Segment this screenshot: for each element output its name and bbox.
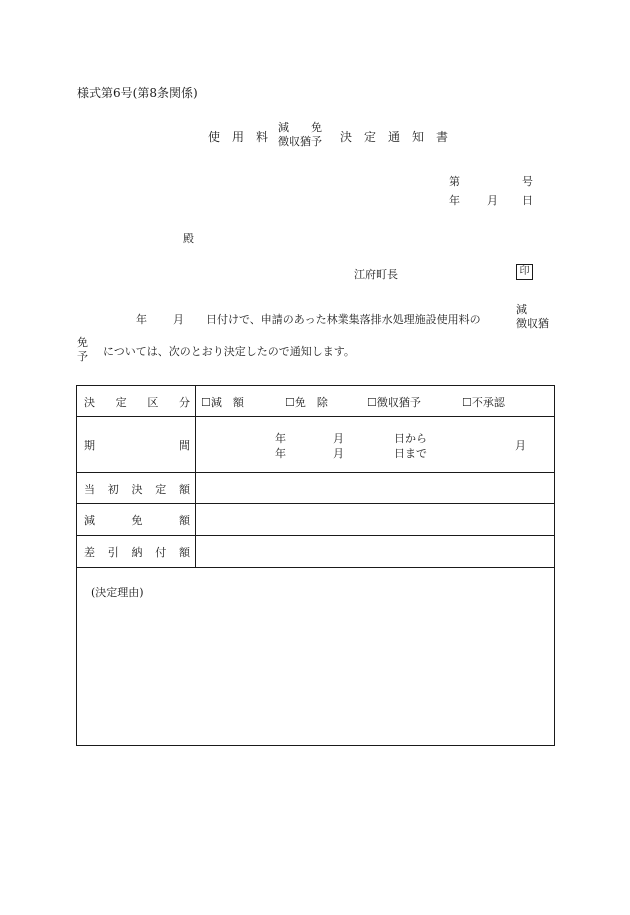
period-end-year: 年 <box>275 447 286 460</box>
option-deferral[interactable]: ☐徴収猶予 <box>367 396 421 409</box>
decision-reason-label: (決定理由) <box>91 586 144 599</box>
period-end-month: 月 <box>333 447 344 460</box>
title-reduction-options <box>278 121 322 149</box>
label-char: 免 <box>131 514 143 527</box>
period-months: 月 <box>515 439 526 452</box>
label-decision-category <box>84 394 190 410</box>
body-reduction-bottom: 徴収猶 <box>516 317 549 330</box>
date-month: 月 <box>487 194 498 207</box>
date-day: 日 <box>522 194 533 207</box>
label-char: 額 <box>179 546 190 559</box>
label-char: 期 <box>84 439 95 452</box>
table-rule <box>77 416 554 417</box>
label-char: 納 <box>131 546 143 559</box>
period-start-year: 年 <box>275 432 286 445</box>
label-difference-amount <box>84 544 190 560</box>
number-prefix: 第 <box>449 175 460 188</box>
issuer-name: 江府町長 <box>354 268 398 281</box>
table-rule <box>77 567 554 568</box>
body-reduction-top: 減 <box>516 303 527 316</box>
label-char: 付 <box>155 546 167 559</box>
period-start-day: 日から <box>394 432 427 445</box>
label-char: 定 <box>155 483 167 496</box>
label-char: 額 <box>179 514 190 527</box>
number-suffix: 号 <box>522 175 533 188</box>
body-reduction-cont-bottom: 予 <box>77 350 88 363</box>
body-reduction-options-cont <box>77 336 88 364</box>
label-char: 額 <box>179 483 190 496</box>
label-period <box>84 437 190 453</box>
date-year: 年 <box>449 194 460 207</box>
label-char: 区 <box>147 396 159 409</box>
label-char: 決 <box>131 483 143 496</box>
body-text-1: 日付けで、申請のあった林業集落排水処理施設使用料の <box>206 313 481 326</box>
title-part-1: 使 用 料 <box>208 130 269 144</box>
difference-amount-field[interactable] <box>197 536 554 566</box>
table-column-divider <box>195 386 196 567</box>
period-start-month: 月 <box>333 432 344 445</box>
seal-mark: 印 <box>516 264 533 280</box>
label-char: 引 <box>107 546 119 559</box>
period-end-day: 日まで <box>394 447 427 460</box>
option-reduction[interactable]: ☐減 額 <box>201 396 244 409</box>
body-text-2: については、次のとおり決定したので通知します。 <box>103 345 355 358</box>
label-char: 間 <box>179 439 190 452</box>
form-label: 様式第6号(第8条関係) <box>77 86 198 100</box>
label-char: 初 <box>107 483 119 496</box>
label-reduction-amount <box>84 512 190 528</box>
initial-amount-field[interactable] <box>197 473 554 503</box>
decision-table <box>76 385 555 746</box>
title-reduction-bottom: 徴収猶予 <box>278 135 322 148</box>
label-char: 当 <box>84 483 95 496</box>
body-year: 年 <box>136 313 147 326</box>
option-rejection[interactable]: ☐不承認 <box>462 396 505 409</box>
body-reduction-options <box>516 303 549 331</box>
option-exemption[interactable]: ☐免 除 <box>285 396 328 409</box>
label-char: 分 <box>178 396 190 409</box>
label-initial-amount <box>84 481 190 497</box>
title-reduction-top: 減 免 <box>278 121 322 134</box>
title-part-2: 決 定 通 知 書 <box>340 130 449 144</box>
body-month: 月 <box>173 313 184 326</box>
label-char: 定 <box>115 396 127 409</box>
reduction-amount-field[interactable] <box>197 504 554 534</box>
addressee-suffix: 殿 <box>183 232 194 245</box>
label-char: 減 <box>84 514 95 527</box>
label-char: 差 <box>84 546 95 559</box>
body-reduction-cont-top: 免 <box>77 336 88 349</box>
label-char: 決 <box>84 396 95 409</box>
